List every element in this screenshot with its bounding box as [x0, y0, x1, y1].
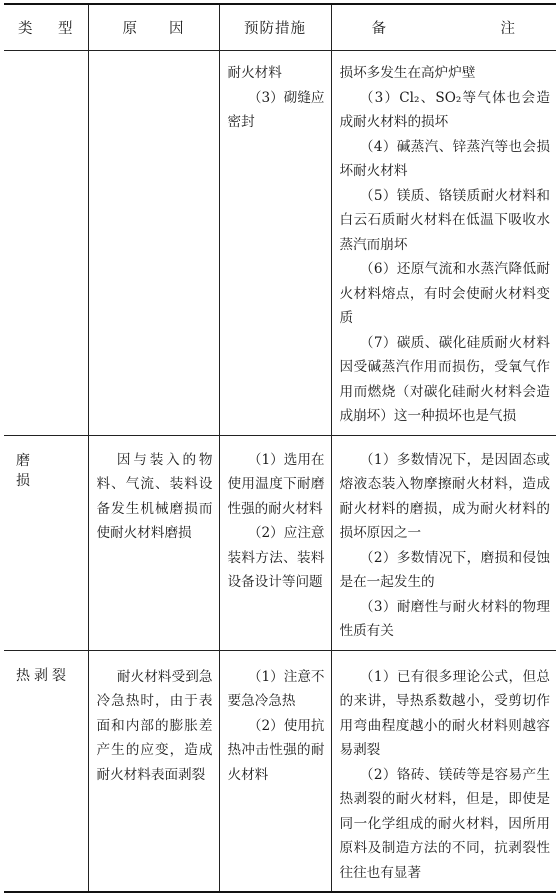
prevention-item: （1）注意不要急冷急热: [227, 668, 325, 709]
table-row: [4, 51, 556, 436]
cell-prevention: [219, 435, 331, 650]
cell-type: [4, 650, 88, 892]
header-cause: [88, 4, 219, 51]
header-remarks-char-2: 注: [500, 21, 516, 37]
type-label: 磨 损: [16, 452, 64, 489]
type-label: [4, 51, 88, 63]
table-header-row: [4, 4, 556, 51]
remarks-item: （5）镁质、铬镁质耐火材料和白云石质耐火材料在低温下吸收水蒸汽而崩坏: [339, 187, 550, 253]
refractory-damage-table: [4, 3, 556, 893]
type-label: 热剥裂: [16, 667, 70, 684]
prevention-text: [220, 51, 331, 141]
cell-type: [4, 51, 88, 436]
cell-prevention: [219, 650, 331, 892]
table-row: [4, 650, 556, 892]
remarks-item: （2）铬砖、镁砖等是容易产生热剥裂的耐火材料，但是，即使是同一化学组成的耐火材料，因所用原料及制造方法的不同，抗剥裂性往往也有显著: [339, 766, 550, 881]
cell-cause: [88, 435, 219, 650]
cause-text: [89, 51, 219, 63]
cell-remarks: [331, 435, 556, 650]
header-remarks: [331, 4, 556, 51]
cell-type: [4, 435, 88, 650]
header-cause-char-2: 因: [169, 21, 185, 37]
header-prevention: 预防措施: [219, 4, 331, 51]
prevention-item: （2）应注意装料方法、装料设备设计等问题: [227, 525, 325, 590]
prevention-text: [220, 436, 331, 601]
remarks-item: （6）还原气流和水蒸汽降低耐火材料熔点，有时会使耐火材料变质: [339, 261, 550, 326]
remarks-item: （4）碱蒸汽、锌蒸汽等也会损坏耐火材料: [339, 138, 550, 179]
header-type-char-1: 类: [18, 21, 34, 37]
table-row: [4, 435, 556, 650]
remarks-line: 损坏多发生在高炉炉壁: [339, 65, 476, 81]
prevention-text: [220, 651, 331, 794]
prevention-item: （3）砌缝应密封: [227, 89, 325, 130]
header-type-char-2: 型: [58, 21, 74, 37]
cell-remarks: [331, 51, 556, 436]
header-type: [4, 4, 88, 51]
prevention-line: 耐火材料: [227, 65, 282, 81]
cell-remarks: [331, 650, 556, 892]
remarks-text: [332, 436, 557, 650]
header-remarks-char-1: 备: [371, 21, 387, 37]
cell-cause: [88, 51, 219, 436]
remarks-item: （3）Cl₂、SO₂等气体也会造成耐火材料的损坏: [339, 89, 550, 130]
cause-text: 因与装入的物料、气流、装料设备发生机械磨损而使耐火材料磨损: [96, 451, 213, 541]
cause-text: 耐火材料受到急冷急热时，由于表面和内部的膨胀差产生的应变，造成耐火材料表面剥裂: [96, 668, 213, 783]
remarks-item: （1）多数情况下，是因固态或熔液态装入物摩擦耐火材料，造成耐火材料的磨损，成为耐火材料的损坏原因之一: [339, 451, 550, 541]
remarks-text: [332, 651, 557, 892]
remarks-item: （7）碳质、碳化硅质耐火材料因受碱蒸汽作用而损伤，受氧气作用而燃烧（对碳化硅耐火材料会造成崩坏）这一种损坏也是气损: [339, 334, 550, 424]
cell-prevention: [219, 51, 331, 436]
prevention-item: （2）使用抗热冲击性强的耐火材料: [227, 717, 325, 783]
prevention-item: （1）选用在使用温度下耐磨性强的耐火材料: [227, 451, 325, 517]
remarks-text: [332, 51, 557, 435]
remarks-item: （3）耐磨性与耐火材料的物理性质有关: [339, 598, 550, 639]
remarks-item: （1）已有很多理论公式，但总的来讲，导热系数越小，受剪切作用弯曲程度越小的耐火材料则越容易剥裂: [339, 668, 550, 758]
remarks-item: （2）多数情况下，磨损和侵蚀是在一起发生的: [339, 549, 550, 590]
cell-cause: [88, 650, 219, 892]
header-cause-char-1: 原: [122, 21, 138, 37]
